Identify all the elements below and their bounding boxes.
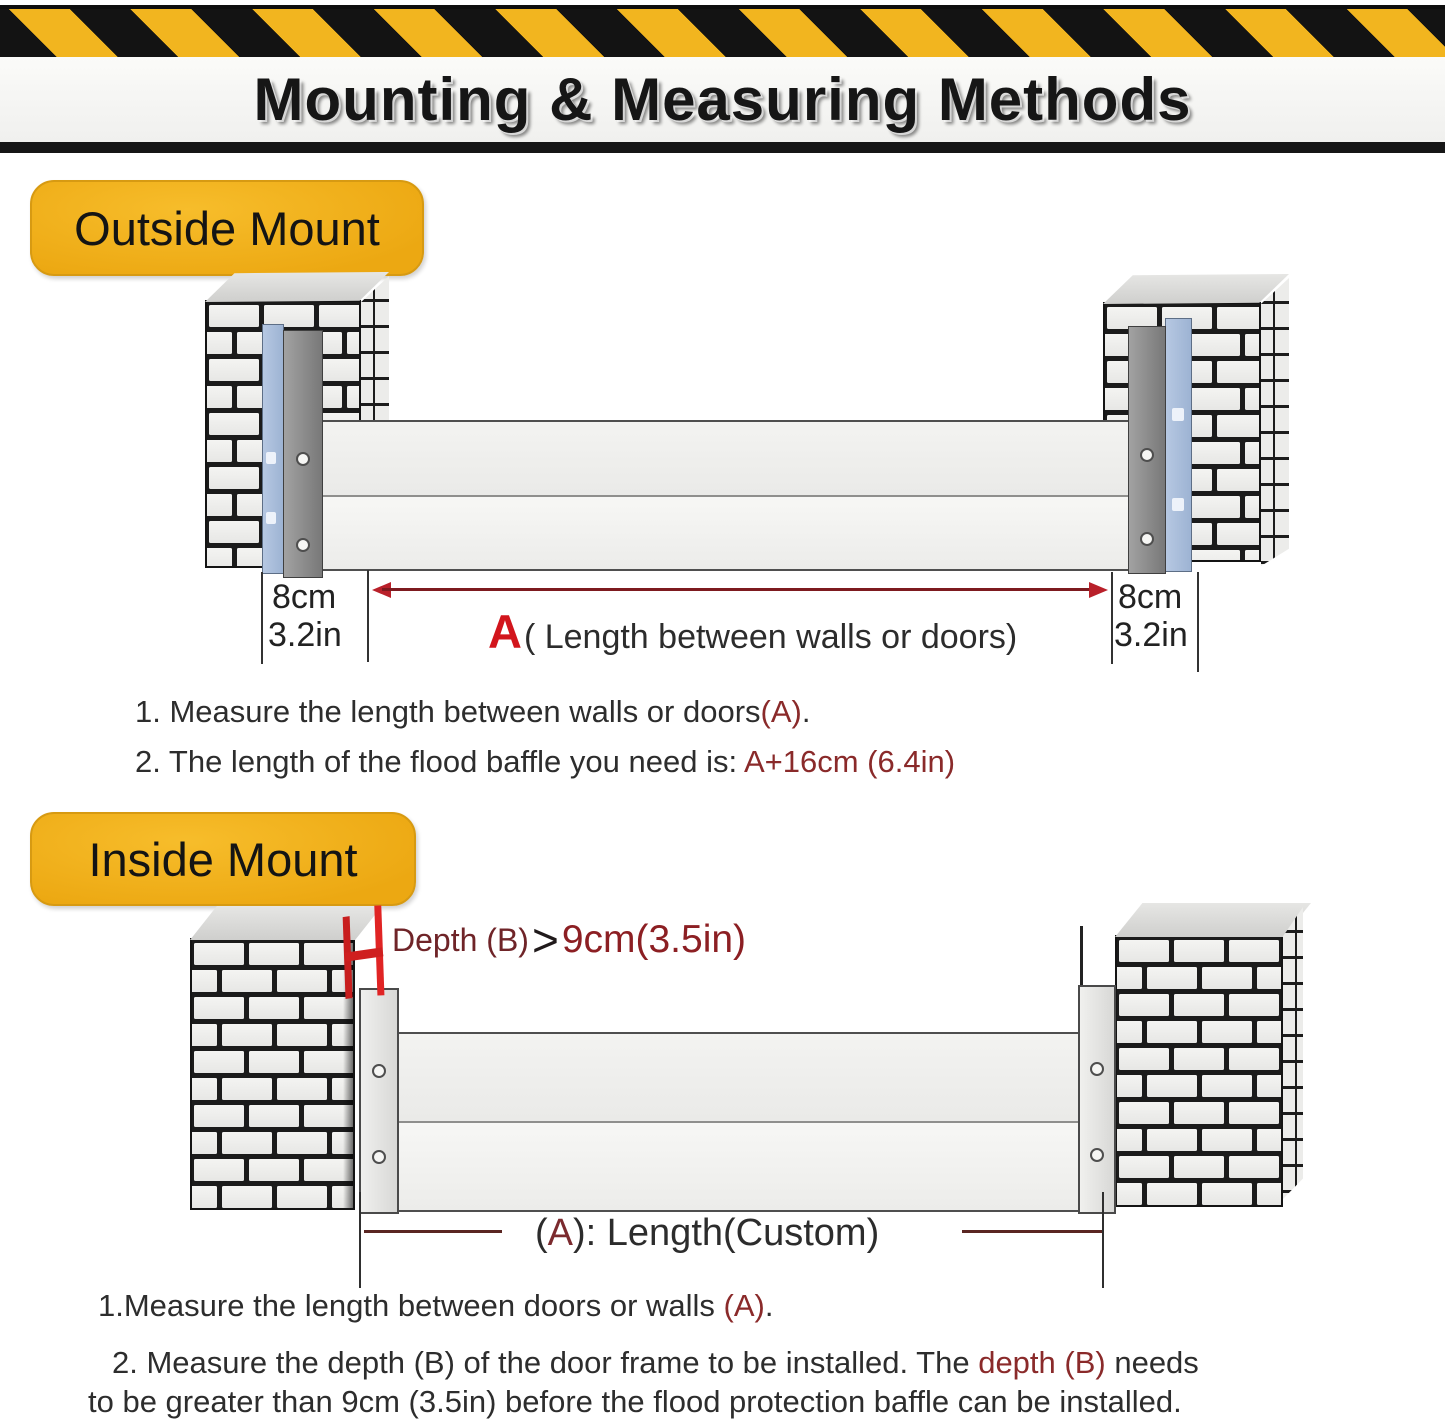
seal-rail-left <box>262 324 284 574</box>
barrier-panel-top <box>399 1034 1078 1123</box>
inside-length-label: (A): Length(Custom) <box>535 1212 880 1254</box>
screw-hole <box>1140 532 1154 546</box>
dim-tick <box>1102 1192 1104 1288</box>
outside-right-pillar-side <box>1261 278 1289 566</box>
inside-right-pillar-top <box>1115 903 1311 937</box>
inside-channel-right <box>1078 985 1116 1214</box>
barrier-panel-bottom <box>322 497 1128 570</box>
rail-dot <box>266 452 276 464</box>
screw-hole <box>1090 1148 1104 1162</box>
inside-right-pillar-bricks <box>1115 935 1283 1207</box>
title-band <box>0 57 1445 142</box>
gap-right-imperial: 3.2in <box>1114 616 1188 654</box>
length-a-label <box>488 604 1017 659</box>
inside-step-2: 2. Measure the depth (B) of the door frame to be installed. The depth (B) needs <box>112 1345 1199 1380</box>
gap-right-metric: 8cm <box>1118 578 1183 616</box>
screw-hole <box>296 538 310 552</box>
barrier-panel-bottom <box>399 1123 1078 1210</box>
arrowhead-right-icon <box>1089 582 1108 598</box>
outside-step-2: 2. The length of the flood baffle you need is: A+16cm (6.4in) <box>135 744 956 779</box>
length-a-text: ( Length between walls or doors) <box>523 618 1018 656</box>
gap-left-metric: 8cm <box>272 578 337 616</box>
flood-barrier-outside <box>320 420 1130 571</box>
outside-step-1: 1. Measure the length between walls or doors(A). <box>135 694 811 729</box>
measure-segment-left <box>364 1230 502 1233</box>
inside-mount-badge: Inside Mount <box>30 812 416 906</box>
inside-step-1: 1.Measure the length between doors or walls (A). <box>98 1288 774 1323</box>
frame-pin-right <box>1080 926 1083 986</box>
screw-hole <box>372 1064 386 1078</box>
inside-step-2-continued: to be greater than 9cm (3.5in) before the flood protection baffle can be installed. <box>88 1384 1182 1419</box>
depth-bracket <box>340 905 387 1004</box>
seal-rail-right <box>1165 318 1192 572</box>
flood-barrier-inside <box>397 1032 1080 1212</box>
measure-segment-right <box>962 1230 1104 1233</box>
arrow-shaft <box>382 588 1098 591</box>
caution-stripe-banner <box>0 5 1445 61</box>
rail-dot <box>1172 408 1184 421</box>
inside-right-pillar-side <box>1283 907 1303 1199</box>
dim-tick <box>359 1192 361 1288</box>
inside-left-pillar-bricks <box>190 938 355 1210</box>
length-arrow <box>372 582 1108 598</box>
greater-than-sign: > <box>531 914 559 966</box>
length-a-marker: A <box>488 605 522 658</box>
dim-tick <box>367 570 369 662</box>
dim-tick <box>261 572 263 664</box>
screw-hole <box>296 452 310 466</box>
inside-channel-left <box>359 988 399 1214</box>
outside-right-pillar-top <box>1103 274 1289 304</box>
rail-dot <box>266 512 276 524</box>
barrier-panel-top <box>322 422 1128 497</box>
dim-tick <box>1111 572 1113 664</box>
page-title: Mounting & Measuring Methods <box>253 66 1192 133</box>
header-divider <box>0 142 1445 153</box>
screw-hole <box>1140 448 1154 462</box>
dim-tick <box>1197 572 1199 672</box>
screw-hole <box>1090 1062 1104 1076</box>
outside-left-pillar-top <box>205 272 389 302</box>
screw-hole <box>372 1150 386 1164</box>
outside-mount-badge: Outside Mount <box>30 180 424 276</box>
gap-left-imperial: 3.2in <box>268 616 342 654</box>
depth-label: Depth (B) > 9cm(3.5in) <box>392 914 747 966</box>
rail-dot <box>1172 498 1184 511</box>
